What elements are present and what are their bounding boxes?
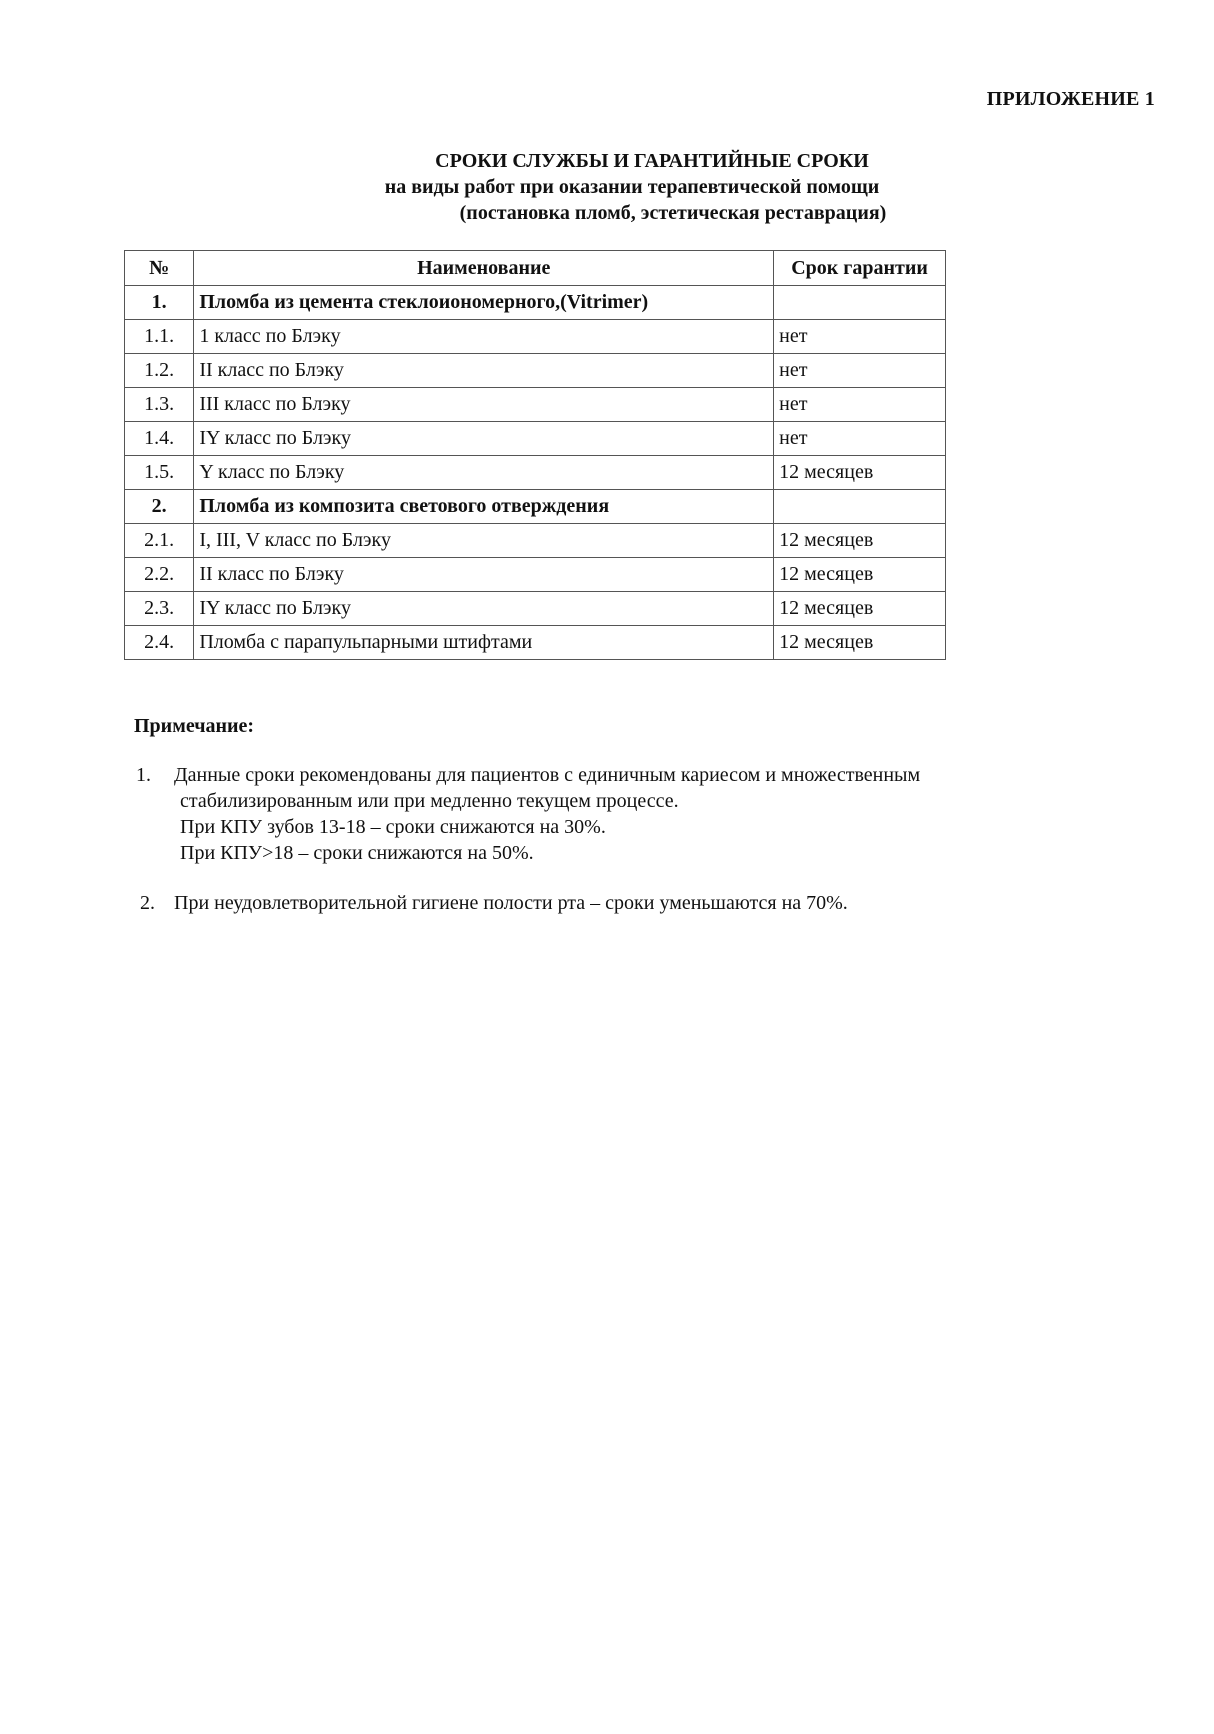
notes-label: Примечание: — [134, 715, 255, 737]
row-name: III класс по Блэку — [194, 388, 774, 422]
table-row — [125, 456, 946, 490]
header-term: Срок гарантии — [774, 251, 946, 286]
note-line: стабилизированным или при медленно текущем процессе. — [180, 790, 679, 812]
row-term — [774, 490, 946, 524]
row-num: 2.1. — [125, 524, 194, 558]
row-name: Пломба из цемента стеклоиономерного,(Vitrimer) — [194, 286, 774, 320]
document-title — [0, 148, 1214, 226]
row-term: 12 месяцев — [774, 626, 946, 660]
note-item-2 — [134, 890, 1094, 916]
row-name: 1 класс по Блэку — [194, 320, 774, 354]
table-row — [125, 388, 946, 422]
table-row — [125, 422, 946, 456]
title-line-3: (постановка пломб, эстетическая реставрация) — [459, 202, 887, 224]
table-row — [125, 490, 946, 524]
note-item-1 — [134, 762, 1094, 866]
row-num: 1.3. — [125, 388, 194, 422]
warranty-table — [124, 250, 946, 660]
row-name: I, III, V класс по Блэку — [194, 524, 774, 558]
header-num: № — [125, 251, 194, 286]
row-name: Пломба с парапульпарными штифтами — [194, 626, 774, 660]
row-num: 1. — [125, 286, 194, 320]
row-name: IY класс по Блэку — [194, 422, 774, 456]
row-num: 1.5. — [125, 456, 194, 490]
note-line: При КПУ зубов 13-18 – сроки снижаются на 30%. — [180, 816, 606, 838]
note-line: При КПУ>18 – сроки снижаются на 50%. — [180, 842, 534, 864]
row-num: 2.3. — [125, 592, 194, 626]
row-term: нет — [774, 354, 946, 388]
note-number: 1. — [136, 764, 151, 786]
row-term: 12 месяцев — [774, 524, 946, 558]
row-num: 2.2. — [125, 558, 194, 592]
table-row — [125, 286, 946, 320]
notes-list — [134, 762, 1094, 916]
row-term — [774, 286, 946, 320]
table-row — [125, 592, 946, 626]
table-row — [125, 320, 946, 354]
row-term: нет — [774, 320, 946, 354]
note-number: 2. — [140, 892, 155, 914]
row-name: IY класс по Блэку — [194, 592, 774, 626]
row-term: нет — [774, 388, 946, 422]
note-line: Данные сроки рекомендованы для пациентов с единичным кариесом и множественным — [174, 764, 921, 786]
row-name: II класс по Блэку — [194, 558, 774, 592]
row-num: 1.2. — [125, 354, 194, 388]
table-row — [125, 558, 946, 592]
title-line-2: на виды работ при оказании терапевтической помощи — [384, 176, 880, 198]
row-term: нет — [774, 422, 946, 456]
row-name: Пломба из композита светового отверждения — [194, 490, 774, 524]
row-name: II класс по Блэку — [194, 354, 774, 388]
table-row — [125, 524, 946, 558]
appendix-label: ПРИЛОЖЕНИЕ 1 — [986, 88, 1155, 110]
header-name: Наименование — [194, 251, 774, 286]
row-term: 12 месяцев — [774, 456, 946, 490]
title-line-1: СРОКИ СЛУЖБЫ И ГАРАНТИЙНЫЕ СРОКИ — [435, 150, 869, 172]
table-row — [125, 354, 946, 388]
row-num: 1.1. — [125, 320, 194, 354]
row-term: 12 месяцев — [774, 558, 946, 592]
row-name: Y класс по Блэку — [194, 456, 774, 490]
row-num: 1.4. — [125, 422, 194, 456]
note-line: При неудовлетворительной гигиене полости рта – сроки уменьшаются на 70%. — [174, 892, 848, 914]
row-num: 2. — [125, 490, 194, 524]
table-row — [125, 626, 946, 660]
table-header-row — [125, 251, 946, 286]
row-num: 2.4. — [125, 626, 194, 660]
row-term: 12 месяцев — [774, 592, 946, 626]
